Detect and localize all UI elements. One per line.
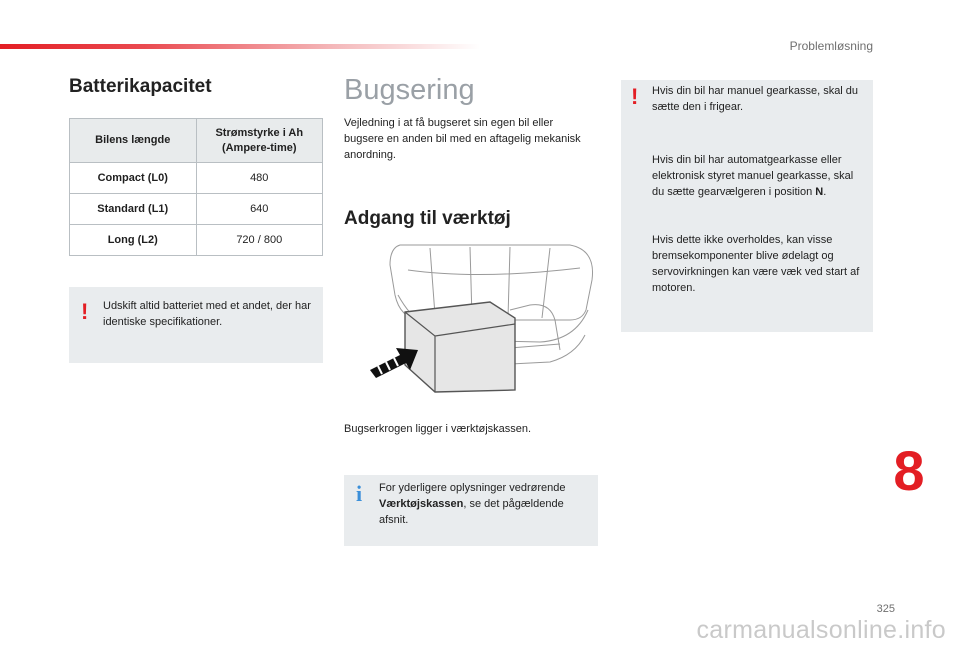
table-cell-label: Compact (L0) xyxy=(70,163,197,194)
table-row xyxy=(70,194,323,225)
towing-warning-box xyxy=(621,80,873,332)
warning-icon: ! xyxy=(81,299,89,324)
info-box xyxy=(344,475,598,546)
table-header-row xyxy=(70,119,323,163)
battery-warning-text: Udskift altid batteriet med et andet, der har identiske specifikationer. xyxy=(103,300,311,328)
table-cell-label: Long (L2) xyxy=(70,225,197,256)
warning-text-consequence: Hvis dette ikke overholdes, kan visse bremsekomponenter blive ødelagt og servovirkningen kan være væk ved start af motoren. xyxy=(652,234,860,294)
battery-warning-box xyxy=(69,287,323,363)
table-cell-value: 640 xyxy=(196,194,323,225)
info-text: For yderligere oplysninger vedrørende Værktøjskassen, se det pågældende afsnit. xyxy=(379,482,566,526)
page-number: 325 xyxy=(876,603,895,615)
table-row xyxy=(70,225,323,256)
towing-heading: Bugsering xyxy=(344,74,475,106)
chapter-title: Problemløsning xyxy=(789,39,873,53)
warning-text-automatic: Hvis din bil har automatgearkasse eller elektronisk styret manuel gearkasse, skal du sætte gearvælgeren i position N. xyxy=(652,154,854,198)
warning-text-manual: Hvis din bil har manuel gearkasse, skal du sætte den i frigear. xyxy=(652,85,859,113)
table-header-length: Bilens længde xyxy=(70,119,197,163)
info-icon: i xyxy=(356,481,363,506)
toolbox-reference: Værktøjskassen xyxy=(379,498,464,510)
watermark: carmanualsonline.info xyxy=(696,616,946,644)
towing-intro: Vejledning i at få bugseret sin egen bil eller bugsere en anden bil med en aftagelig mekanisk anordning. xyxy=(344,117,581,161)
table-cell-value: 720 / 800 xyxy=(196,225,323,256)
tools-access-heading: Adgang til værktøj xyxy=(344,208,511,229)
battery-capacity-table xyxy=(69,118,323,256)
toolbox-illustration xyxy=(360,240,600,400)
table-cell-value: 480 xyxy=(196,163,323,194)
chapter-color-bar xyxy=(0,44,480,49)
table-header-capacity: Strømstyrke i Ah (Ampere-time) xyxy=(196,119,323,163)
warning-icon: ! xyxy=(631,84,639,109)
table-cell-label: Standard (L1) xyxy=(70,194,197,225)
battery-heading: Batterikapacitet xyxy=(69,76,212,97)
table-row xyxy=(70,163,323,194)
chapter-number: 8 xyxy=(893,439,925,502)
tow-hook-caption: Bugserkrogen ligger i værktøjskassen. xyxy=(344,423,532,435)
